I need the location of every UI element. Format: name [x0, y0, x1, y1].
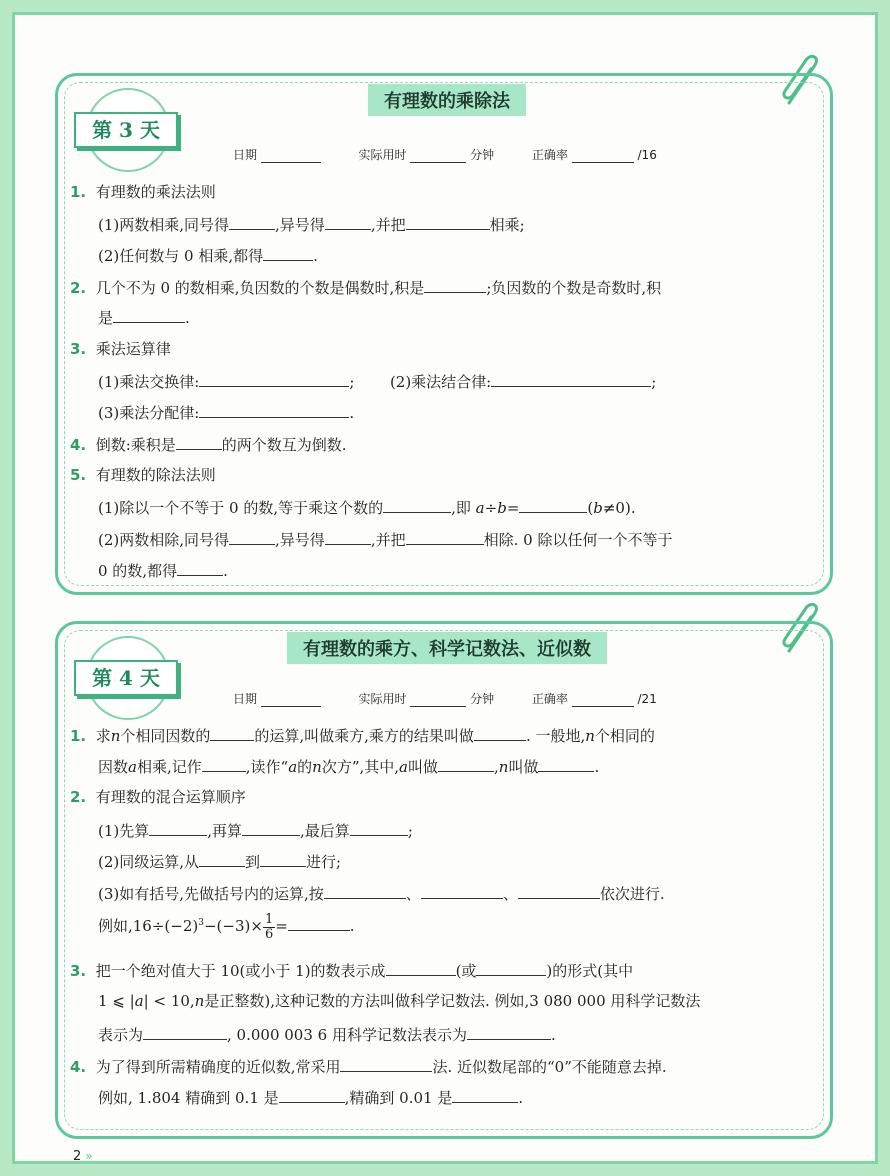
list-item: (2)两数相除,同号得 ,异号得 ,并把 相除. 0 除以任何一个不等于 — [98, 528, 672, 550]
list-item: (3)如有括号,先做括号内的运算,按 、 、 依次进行. — [98, 882, 665, 904]
accuracy-total: /21 — [637, 692, 657, 706]
answer-blank[interactable] — [386, 959, 456, 976]
answer-blank[interactable] — [113, 306, 185, 323]
double-chevron-icon: » — [85, 1149, 93, 1163]
answer-blank[interactable] — [325, 528, 371, 545]
list-item: 1. 求n个相同因数的 的运算,叫做乘方,乘方的结果叫做 . 一般地,n个相同的 — [70, 724, 655, 746]
answer-blank[interactable] — [210, 724, 254, 741]
accuracy-total: /16 — [637, 148, 657, 162]
answer-blank[interactable] — [149, 819, 207, 836]
time-blank[interactable] — [410, 150, 466, 163]
worksheet-page — [12, 12, 878, 1164]
answer-blank[interactable] — [406, 528, 484, 545]
list-item: (1)两数相乘,同号得 ,异号得 ,并把 相乘; — [98, 213, 525, 235]
answer-blank[interactable] — [340, 1055, 432, 1072]
answer-blank[interactable] — [199, 370, 349, 387]
answer-blank[interactable] — [538, 755, 594, 772]
day4-meta — [233, 690, 657, 707]
day3-badge-label: 第 3 天 — [74, 112, 178, 148]
day3-title: 有理数的乘除法 — [368, 84, 526, 116]
day4-card — [55, 621, 833, 1139]
accuracy-blank[interactable] — [572, 150, 634, 163]
date-label: 日期 — [233, 692, 258, 706]
answer-blank[interactable] — [519, 496, 587, 513]
list-item: 1. 有理数的乘法法则 — [70, 183, 216, 201]
minutes-label: 分钟 — [470, 148, 495, 162]
list-item: 2. 几个不为 0 的数相乘,负因数的个数是偶数时,积是 ;负因数的个数是奇数时,积 — [70, 276, 661, 298]
list-item: (1)先算 ,再算 ,最后算 ; — [98, 819, 413, 841]
accuracy-label: 正确率 — [531, 692, 568, 706]
answer-blank[interactable] — [476, 959, 546, 976]
answer-blank[interactable] — [325, 213, 371, 230]
day3-card — [55, 73, 833, 595]
answer-blank[interactable] — [177, 559, 223, 576]
answer-blank[interactable] — [474, 724, 526, 741]
answer-blank[interactable] — [279, 1086, 345, 1103]
list-item: 因数a相乘,记作 ,读作“a的n次方”,其中,a叫做 ,n叫做 . — [98, 755, 599, 777]
answer-blank[interactable] — [421, 882, 503, 899]
accuracy-blank[interactable] — [572, 694, 634, 707]
list-item: 3. 把一个绝对值大于 10(或小于 1)的数表示成 (或 )的形式(其中 — [70, 959, 633, 981]
answer-blank[interactable] — [143, 1023, 227, 1040]
answer-blank[interactable] — [518, 882, 600, 899]
list-item: 4. 为了得到所需精确度的近似数,常采用 法. 近似数尾部的“0”不能随意去掉. — [70, 1055, 667, 1077]
list-item: 0 的数,都得 . — [98, 559, 228, 581]
list-item: (2)任何数与 0 相乘,都得 . — [98, 244, 318, 266]
list-item: (1)除以一个不等于 0 的数,等于乘这个数的 ,即 a÷b= (b≠0). — [98, 496, 636, 518]
day4-title: 有理数的乘方、科学记数法、近似数 — [287, 632, 607, 664]
date-label: 日期 — [233, 148, 258, 162]
list-item: (1)乘法交换律: ; (2)乘法结合律: ; — [98, 370, 656, 392]
answer-blank[interactable] — [229, 213, 275, 230]
accuracy-label: 正确率 — [531, 148, 568, 162]
list-item: 是 . — [98, 306, 190, 328]
answer-blank[interactable] — [324, 882, 406, 899]
answer-blank[interactable] — [467, 1023, 551, 1040]
list-item: 4. 倒数:乘积是 的两个数互为倒数. — [70, 433, 347, 455]
list-item: 5. 有理数的除法法则 — [70, 466, 216, 484]
list-item: 例如$,16\div(-2)^3-(-3)\times$ $\frac{1}{6}$ = . — [98, 911, 355, 942]
answer-blank[interactable] — [202, 755, 246, 772]
day3-meta — [233, 146, 657, 163]
answer-blank[interactable] — [242, 819, 300, 836]
answer-blank[interactable] — [452, 1086, 518, 1103]
list-item: (3)乘法分配律: . — [98, 401, 354, 423]
day4-badge — [66, 642, 184, 712]
list-item: 表示为 , 0.000 003 6 用科学记数法表示为 . — [98, 1023, 556, 1045]
fraction: $\frac{1}{6}$ — [264, 911, 274, 942]
date-blank[interactable] — [261, 150, 321, 163]
list-item: (2)同级运算,从 到 进行; — [98, 850, 341, 872]
answer-blank[interactable] — [406, 213, 490, 230]
minutes-label: 分钟 — [470, 692, 495, 706]
page-number: 2 » — [73, 1149, 93, 1164]
answer-blank[interactable] — [263, 244, 313, 261]
day4-badge-label: 第 4 天 — [74, 660, 178, 696]
answer-blank[interactable] — [199, 850, 245, 867]
time-blank[interactable] — [410, 694, 466, 707]
answer-blank[interactable] — [424, 276, 486, 293]
time-label: 实际用时 — [358, 692, 407, 706]
answer-blank[interactable] — [350, 819, 408, 836]
answer-blank[interactable] — [199, 401, 349, 418]
answer-blank[interactable] — [260, 850, 306, 867]
answer-blank[interactable] — [288, 914, 350, 931]
time-label: 实际用时 — [358, 148, 407, 162]
answer-blank[interactable] — [438, 755, 494, 772]
answer-blank[interactable] — [383, 496, 451, 513]
list-item: 2. 有理数的混合运算顺序 — [70, 788, 246, 806]
answer-blank[interactable] — [176, 433, 222, 450]
list-item: 3. 乘法运算律 — [70, 340, 171, 358]
list-item: 例如, 1.804 精确到 0.1 是 ,精确到 0.01 是 . — [98, 1086, 523, 1108]
answer-blank[interactable] — [491, 370, 651, 387]
date-blank[interactable] — [261, 694, 321, 707]
list-item: 1 ⩽ |a| < 10,n是正整数),这种记数的方法叫做科学记数法. 例如,3 080 000 用科学记数法 — [98, 992, 701, 1010]
day3-badge — [66, 94, 184, 164]
answer-blank[interactable] — [229, 528, 275, 545]
